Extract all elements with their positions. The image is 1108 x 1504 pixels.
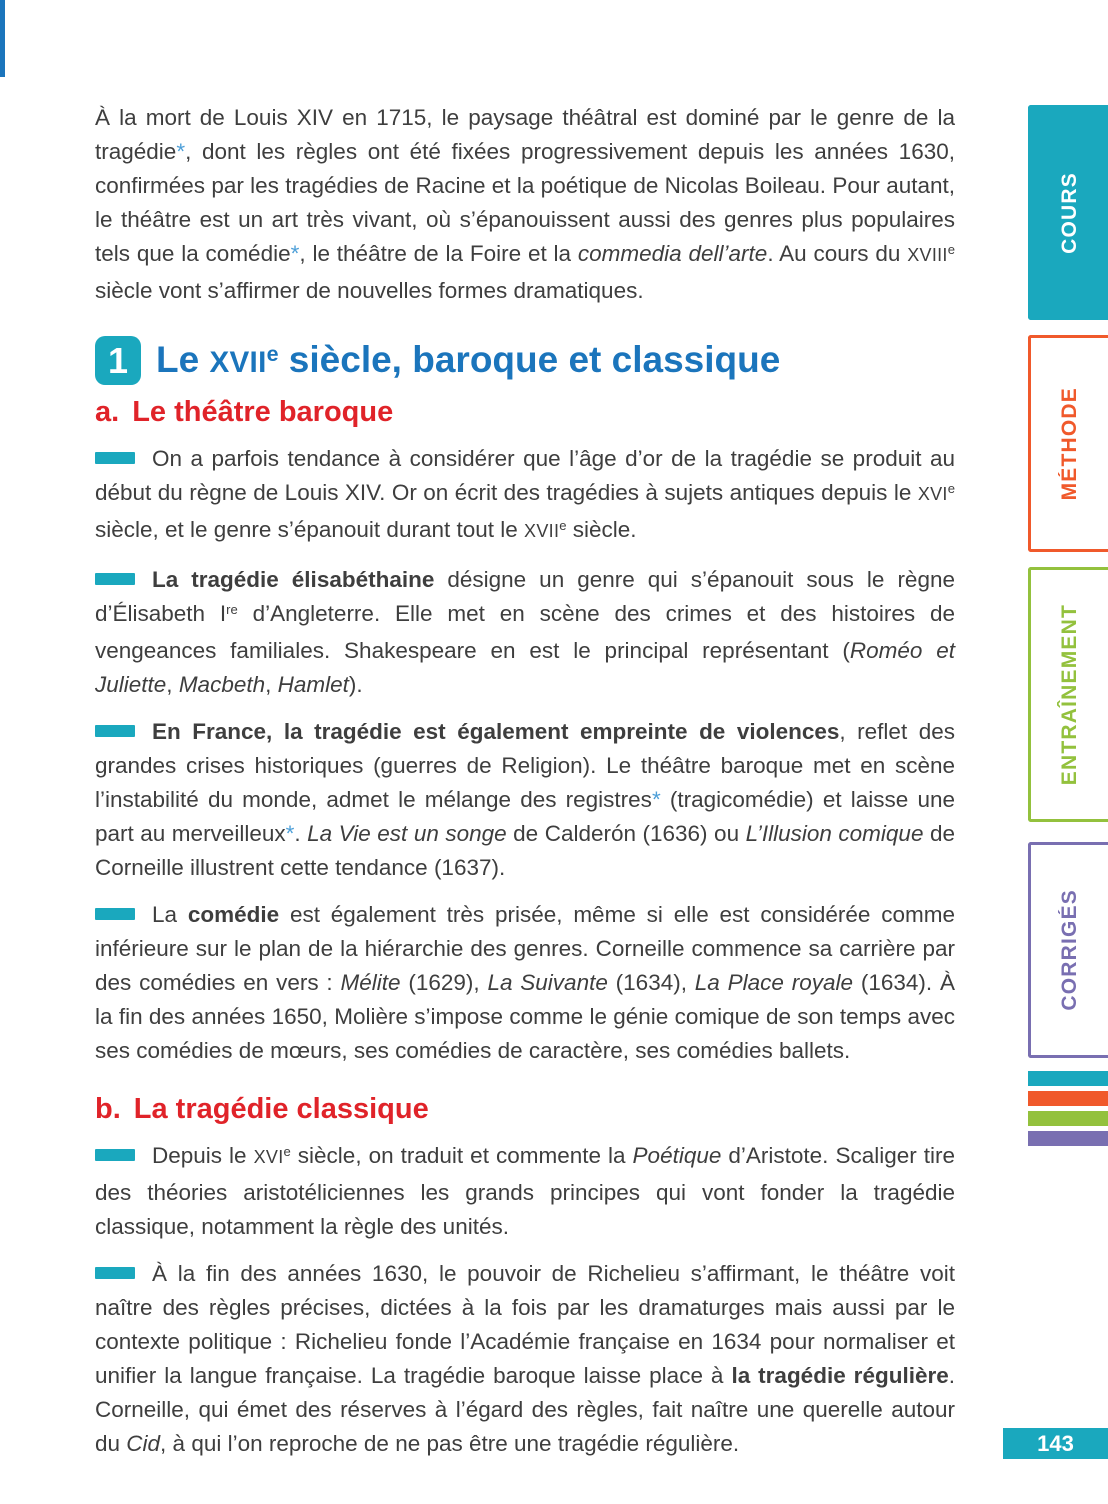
section-number-badge: 1 <box>95 336 141 385</box>
paragraph <box>95 715 955 885</box>
paragraph-bullet <box>95 1267 135 1279</box>
paragraph-text: La comédie est également très prisée, même si elle est considérée comme inférieure sur le plan de la hiérarchie des genres. Corneille commence sa carrière par des comédies en vers : Mélite (1629), La Suivante (1634), La Place royale (1634). À la fin des années 1650, Molière s’impose comme le génie comique de son temps avec ses comédies de mœurs, ses comédies de caractère, ses comédies ballets. <box>95 901 955 1063</box>
sidebar-tab-methode-label: MÉTHODE <box>1057 386 1081 501</box>
paragraph-text: À la fin des années 1630, le pouvoir de Richelieu s’affirmant, le théâtre voit naître des règles précises, dictées à la fois par les dramaturges mais aussi par le contexte politique : Richelieu fonde l’Académie française en 1634 pour normaliser et unifier la langue française. La tragédie baroque laisse place à la tragédie régulière. Corneille, qui émet des réserves à l’égard des règles, fait naître une querelle autour du Cid, à qui l’on reproche de ne pas être une tragédie régulière. <box>95 1260 955 1456</box>
paragraph <box>95 442 955 550</box>
paragraph-bullet <box>95 725 135 737</box>
sidebar-tab-cours-label: COURS <box>1057 171 1081 254</box>
corner-accent-bar <box>0 0 5 77</box>
sidebar-tab-corriges[interactable] <box>1028 842 1108 1058</box>
paragraph <box>95 1139 955 1244</box>
paragraph <box>95 563 955 702</box>
color-stripe-purple <box>1028 1131 1108 1146</box>
color-stripe-orange <box>1028 1091 1108 1106</box>
paragraph-bullet <box>95 452 135 464</box>
color-stripe-teal <box>1028 1071 1108 1086</box>
paragraph-bullet <box>95 908 135 920</box>
color-stripe-green <box>1028 1111 1108 1126</box>
paragraph-bullet <box>95 573 135 585</box>
page-number-badge: 143 <box>1003 1428 1108 1459</box>
subsection-b-label: b. <box>95 1092 121 1125</box>
sidebar-tab-entrainement[interactable] <box>1028 567 1108 822</box>
subsection-a-label: a. <box>95 396 120 428</box>
paragraph-text: On a parfois tendance à considérer que l’âge d’or de la tragédie se produit au début du règne de Louis XIV. Or on écrit des tragédies à sujets antiques depuis le XVIe siècle, et le genre s’épanouit durant tout le XVIIe siècle. <box>95 445 955 542</box>
sidebar-tab-cours[interactable] <box>1028 105 1108 320</box>
paragraph <box>95 1257 955 1461</box>
paragraph-bullet <box>95 1149 135 1161</box>
subsection-b-title: La tragédie classique <box>133 1092 429 1125</box>
paragraph-text: En France, la tragédie est également empreinte de violences, reflet des grandes crises historiques (guerres de Religion). Le théâtre baroque met en scène l’instabilité du monde, admet le mélange des registres* (tragicomédie) et laisse une part au merveilleux*. La Vie est un songe de Calderón (1636) ou L’Illusion comique de Corneille illustrent cette tendance (1637). <box>95 718 956 880</box>
subsection-a-title: Le théâtre baroque <box>132 396 394 428</box>
intro-paragraph: À la mort de Louis XIV en 1715, le paysage théâtral est dominé par le genre de la tragédie*, dont les règles ont été fixées progressivement depuis les années 1630, confirmées par les tragédies de Racine et la poétique de Nicolas Boileau. Pour autant, le théâtre est un art très vivant, où s’épanouissent aussi des genres plus populaires tels que la comédie*, le théâtre de la Foire et la commedia dell’arte. Au cours du XVIIIe siècle vont s’affirmer de nouvelles formes dramatiques. <box>95 105 955 303</box>
section-1-heading <box>95 336 955 385</box>
sidebar-tab-methode[interactable] <box>1028 335 1108 552</box>
main-content <box>95 101 955 1474</box>
sidebar-tab-entrainement-label: ENTRAÎNEMENT <box>1057 603 1081 786</box>
paragraph-text: Depuis le XVIe siècle, on traduit et commente la Poétique d’Aristote. Scaliger tire des théories aristotéliciennes les grands principes qui vont fonder la tragédie classique, notamment la règle des unités. <box>95 1142 956 1239</box>
paragraph <box>95 898 955 1068</box>
sidebar-tab-corriges-label: CORRIGÉS <box>1057 889 1081 1011</box>
paragraph-text: La tragédie élisabéthaine désigne un genre qui s’épanouit sous le règne d’Élisabeth Ire d’Angleterre. Elle met en scène des crimes et des histoires de vengeances familiales. Shakespeare en est le principal représentant (Roméo et Juliette, Macbeth, Hamlet). <box>95 566 956 697</box>
section-1-title: Le XVIIe siècle, baroque et classique <box>156 339 781 381</box>
subsection-a-heading <box>95 395 955 430</box>
subsection-b-heading <box>95 1092 955 1127</box>
